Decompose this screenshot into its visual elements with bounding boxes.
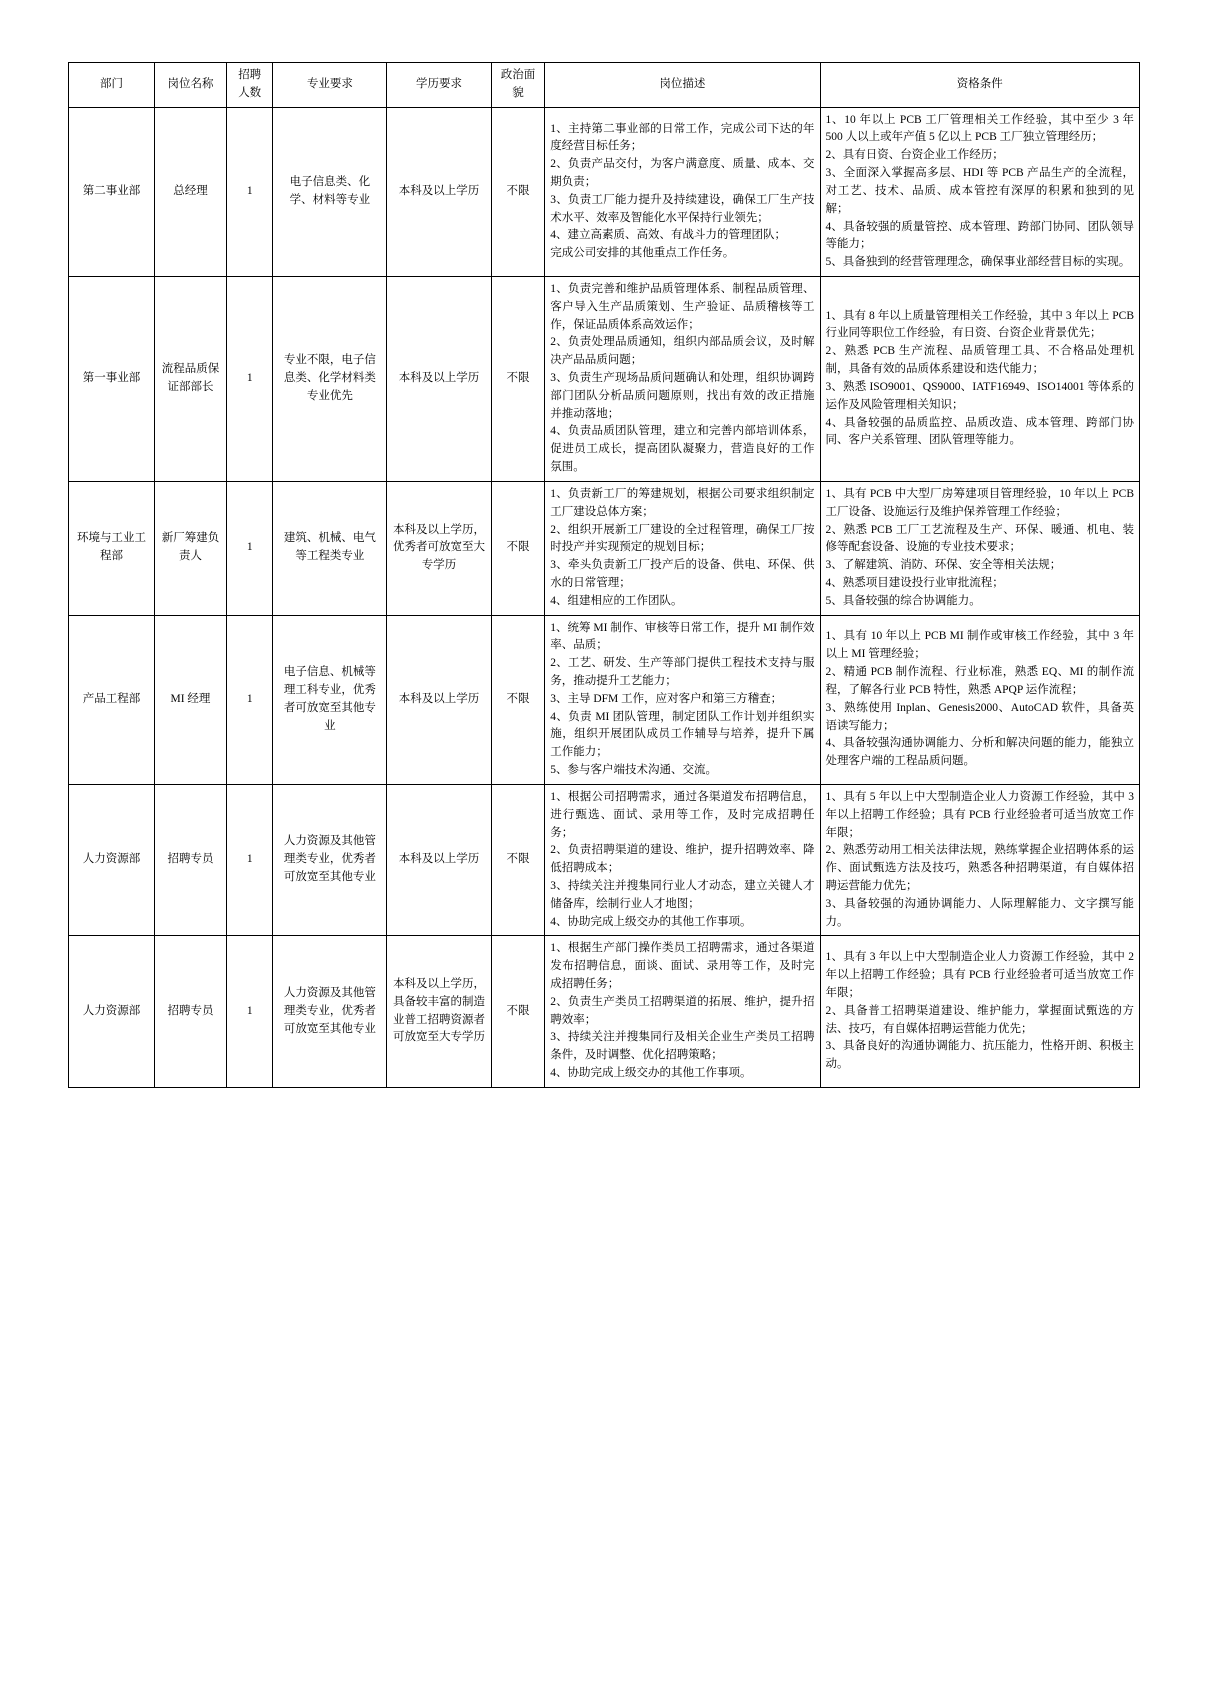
cell-political-status: 不限	[491, 481, 544, 615]
cell-qualification-line: 2、具有日资、台资企业工作经历；	[825, 149, 1004, 162]
cell-department: 第二事业部	[69, 107, 155, 276]
cell-qualification	[820, 936, 1140, 1088]
table-body	[69, 107, 1140, 1087]
cell-job-description-line: 2、负责产品交付，为客户满意度、质量、成本、交期负责；	[550, 158, 815, 188]
cell-qualification-line: 3、具备良好的沟通协调能力、抗压能力，性格开朗、积极主动。	[825, 1040, 1134, 1071]
cell-job-description	[545, 481, 820, 615]
cell-qualification-line: 3、熟悉 ISO9001、QS9000、IATF16949、ISO14001 等体系的运作及风险管理相关知识；	[825, 380, 1134, 411]
cell-job-description-line: 1、负责完善和维护品质管理体系、制程品质管理、客户导入生产品质策划、生产验证、品质稽核等工作，保证品质体系高效运作；	[550, 282, 815, 331]
table-header-row	[69, 63, 1140, 108]
column-header-job-title: 岗位名称	[154, 63, 226, 108]
cell-job-description-line: 1、主持第二事业部的日常工作，完成公司下达的年度经营目标任务；	[550, 122, 815, 153]
cell-qualification	[820, 107, 1140, 276]
cell-qualification-line: 1、具有 5 年以上中大型制造企业人力资源工作经验，其中 3 年以上招聘工作经验；具有 PCB 行业经验者可适当放宽工作年限；	[825, 790, 1134, 839]
cell-political-status: 不限	[491, 276, 544, 481]
column-header-major: 专业要求	[273, 63, 387, 108]
column-header-political-line1: 政治面	[500, 69, 536, 81]
cell-qualification-line: 3、全面深入掌握高多层、HDI 等 PCB 产品生产的全流程，对工艺、技术、品质、成本管控有深厚的积累和独到的见解；	[825, 167, 1134, 215]
cell-qualification-line: 3、了解建筑、消防、环保、安全等相关法规；	[825, 559, 1062, 572]
cell-qualification-line: 1、具有 PCB 中大型厂房筹建项目管理经验，10 年以上 PCB 工厂设备、设施运行及维护保养管理工作经验；	[825, 487, 1134, 518]
column-header-education: 学历要求	[387, 63, 492, 108]
cell-qualification-line: 4、具备较强的质量管控、成本管理、跨部门协同、团队领导等能力；	[825, 220, 1134, 251]
cell-job-description-line: 1、统筹 MI 制作、审核等日常工作，提升 MI 制作效率、品质；	[550, 621, 815, 652]
column-header-headcount	[226, 63, 272, 108]
cell-department: 第一事业部	[69, 276, 155, 481]
cell-job-description-line: 2、负责招聘渠道的建设、维护，提升招聘效率、降低招聘成本；	[550, 844, 815, 875]
column-header-qualification: 资格条件	[820, 63, 1140, 108]
cell-qualification-line: 1、具有 8 年以上质量管理相关工作经验，其中 3 年以上 PCB 行业同等职位工作经验，有日资、台资企业背景优先；	[825, 309, 1134, 340]
cell-qualification-line: 4、具备较强的品质监控、品质改造、成本管理、跨部门协同、客户关系管理、团队管理等能力。	[825, 416, 1134, 447]
cell-job-description-line: 3、持续关注并搜集同行业人才动态，建立关键人才储备库，绘制行业人才地图；	[550, 879, 815, 910]
cell-job-description-line: 2、工艺、研发、生产等部门提供工程技术支持与服务，推动提升工艺能力；	[550, 657, 815, 687]
cell-qualification	[820, 615, 1140, 784]
table-row	[69, 615, 1140, 784]
cell-education: 本科及以上学历	[387, 615, 492, 784]
cell-job-description	[545, 936, 820, 1088]
cell-job-title: 总经理	[154, 107, 226, 276]
cell-department: 人力资源部	[69, 936, 155, 1088]
cell-political-status: 不限	[491, 107, 544, 276]
cell-major: 建筑、机械、电气等工程类专业	[273, 481, 387, 615]
cell-job-title: 招聘专员	[154, 784, 226, 936]
cell-qualification-line: 2、熟悉 PCB 生产流程、品质管理工具、不合格品处理机制，具备有效的品质体系建设和迭代能力；	[825, 345, 1134, 376]
cell-political-status: 不限	[491, 784, 544, 936]
table-row	[69, 481, 1140, 615]
table-row	[69, 936, 1140, 1088]
cell-job-description-line: 2、负责生产类员工招聘渠道的拓展、维护，提升招聘效率；	[550, 995, 815, 1026]
cell-job-description-line: 完成公司安排的其他重点工作任务。	[550, 247, 735, 260]
cell-job-description-line: 3、负责工厂能力提升及持续建设，确保工厂生产技术水平、效率及智能化水平保持行业领先；	[550, 193, 815, 224]
cell-job-description-line: 5、参与客户端技术沟通、交流。	[550, 764, 717, 777]
cell-job-title: MI 经理	[154, 615, 226, 784]
cell-job-description-line: 4、建立高素质、高效、有战斗力的管理团队；	[550, 229, 786, 242]
cell-job-description	[545, 615, 820, 784]
cell-job-description	[545, 784, 820, 936]
cell-political-status: 不限	[491, 936, 544, 1088]
cell-political-status: 不限	[491, 615, 544, 784]
cell-job-description	[545, 107, 820, 276]
column-header-department: 部门	[69, 63, 155, 108]
cell-education: 本科及以上学历，具备较丰富的制造业普工招聘资源者可放宽至大专学历	[387, 936, 492, 1088]
cell-qualification-line: 2、熟悉劳动用工相关法律法规，熟练掌握企业招聘体系的运作、面试甄选方法及技巧，熟悉各种招聘渠道，有自媒体招聘运营能力优先；	[825, 844, 1134, 892]
cell-job-description-line: 3、持续关注并搜集同行及相关企业生产类员工招聘条件，及时调整、优化招聘策略；	[550, 1031, 815, 1062]
cell-qualification-line: 4、熟悉项目建设投行业审批流程；	[825, 576, 1004, 589]
cell-job-description-line: 3、牵头负责新工厂投产后的设备、供电、环保、供水的日常管理；	[550, 559, 815, 589]
cell-major: 人力资源及其他管理类专业，优秀者可放宽至其他专业	[273, 784, 387, 936]
cell-qualification-line: 3、具备较强的沟通协调能力、人际理解能力、文字撰写能力。	[825, 897, 1134, 928]
cell-major: 专业不限，电子信息类、化学材料类专业优先	[273, 276, 387, 481]
cell-job-description-line: 1、负责新工厂的筹建规划，根据公司要求组织制定工厂建设总体方案；	[550, 487, 815, 518]
recruitment-table	[68, 62, 1140, 1088]
cell-headcount: 1	[226, 784, 272, 936]
cell-job-description	[545, 276, 820, 481]
cell-job-title: 新厂筹建负责人	[154, 481, 226, 615]
cell-qualification	[820, 481, 1140, 615]
cell-qualification-line: 5、具备独到的经营管理理念，确保事业部经营目标的实现。	[825, 256, 1131, 269]
column-header-headcount-line2: 人数	[238, 86, 262, 99]
cell-qualification-line: 4、具备较强沟通协调能力、分析和解决问题的能力，能独立处理客户端的工程品质问题。	[825, 737, 1134, 768]
cell-headcount: 1	[226, 107, 272, 276]
cell-qualification	[820, 276, 1140, 481]
cell-qualification	[820, 784, 1140, 936]
cell-job-description-line: 4、协助完成上级交办的其他工作事项。	[550, 915, 752, 928]
cell-major: 电子信息类、化学、材料等专业	[273, 107, 387, 276]
cell-qualification-line: 1、具有 10 年以上 PCB MI 制作或审核工作经验，其中 3 年以上 MI 管理经验；	[825, 630, 1134, 661]
cell-job-description-line: 2、负责处理品质通知，组织内部品质会议，及时解决产品品质问题；	[550, 336, 815, 367]
table-header	[69, 63, 1140, 108]
cell-qualification-line: 1、10 年以上 PCB 工厂管理相关工作经验，其中至少 3 年 500 人以上或年产值 5 亿以上 PCB 工厂独立管理经历；	[825, 113, 1134, 144]
cell-department: 人力资源部	[69, 784, 155, 936]
table-row	[69, 784, 1140, 936]
table-row	[69, 107, 1140, 276]
cell-job-title: 流程品质保证部部长	[154, 276, 226, 481]
cell-job-description-line: 4、组建相应的工作团队。	[550, 594, 683, 607]
cell-education: 本科及以上学历	[387, 107, 492, 276]
cell-qualification-line: 1、具有 3 年以上中大型制造企业人力资源工作经验，其中 2 年以上招聘工作经验；具有 PCB 行业经验者可适当放宽工作年限；	[825, 951, 1134, 999]
cell-job-description-line: 2、组织开展新工厂建设的全过程管理，确保工厂按时投产并实现预定的规划目标；	[550, 523, 815, 554]
recruitment-table-container	[68, 62, 1140, 1088]
cell-qualification-line: 5、具备较强的综合协调能力。	[825, 594, 981, 607]
cell-qualification-line: 3、熟练使用 Inplan、Genesis2000、AutoCAD 软件，具备英语读写能力；	[825, 701, 1134, 732]
cell-job-description-line: 1、根据生产部门操作类员工招聘需求，通过各渠道发布招聘信息，面谈、面试、录用等工作，及时完成招聘任务；	[550, 942, 815, 990]
cell-job-description-line: 1、根据公司招聘需求，通过各渠道发布招聘信息，进行甄选、面试、录用等工作，及时完成招聘任务；	[550, 790, 815, 839]
column-header-job-description: 岗位描述	[545, 63, 820, 108]
cell-qualification-line: 2、具备普工招聘渠道建设、维护能力，掌握面试甄选的方法、技巧，有自媒体招聘运营能力优先；	[825, 1004, 1134, 1035]
cell-major: 人力资源及其他管理类专业，优秀者可放宽至其他专业	[273, 936, 387, 1088]
cell-education: 本科及以上学历，优秀者可放宽至大专学历	[387, 481, 492, 615]
cell-headcount: 1	[226, 615, 272, 784]
cell-job-description-line: 4、负责品质团队管理，建立和完善内部培训体系，促进员工成长，提高团队凝聚力，营造良好的工作氛围。	[550, 425, 815, 474]
column-header-political-status	[491, 63, 544, 108]
cell-department: 环境与工业工程部	[69, 481, 155, 615]
cell-job-description-line: 4、协助完成上级交办的其他工作事项。	[550, 1067, 752, 1080]
cell-headcount: 1	[226, 276, 272, 481]
cell-major: 电子信息、机械等理工科专业，优秀者可放宽至其他专业	[273, 615, 387, 784]
cell-department: 产品工程部	[69, 615, 155, 784]
cell-qualification-line: 2、熟悉 PCB 工厂工艺流程及生产、环保、暖通、机电、装修等配套设备、设施的专业技术要求；	[825, 523, 1134, 554]
cell-job-title: 招聘专员	[154, 936, 226, 1088]
cell-headcount: 1	[226, 481, 272, 615]
table-row	[69, 276, 1140, 481]
cell-headcount: 1	[226, 936, 272, 1088]
cell-job-description-line: 4、负责 MI 团队管理，制定团队工作计划并组织实施，组织开展团队成员工作辅导与培养，提升下属工作能力；	[550, 710, 815, 759]
column-header-political-line2: 貌	[512, 86, 524, 99]
cell-qualification-line: 2、精通 PCB 制作流程、行业标准，熟悉 EQ、MI 的制作流程，了解各行业 PCB 特性，熟悉 APQP 运作流程；	[825, 666, 1134, 696]
cell-job-description-line: 3、负责生产现场品质问题确认和处理，组织协调跨部门团队分析品质问题原则，找出有效的改正措施并推动落地；	[550, 372, 815, 420]
cell-education: 本科及以上学历	[387, 784, 492, 936]
cell-education: 本科及以上学历	[387, 276, 492, 481]
column-header-headcount-line1: 招聘	[238, 69, 262, 81]
cell-job-description-line: 3、主导 DFM 工作，应对客户和第三方稽查；	[550, 692, 783, 705]
